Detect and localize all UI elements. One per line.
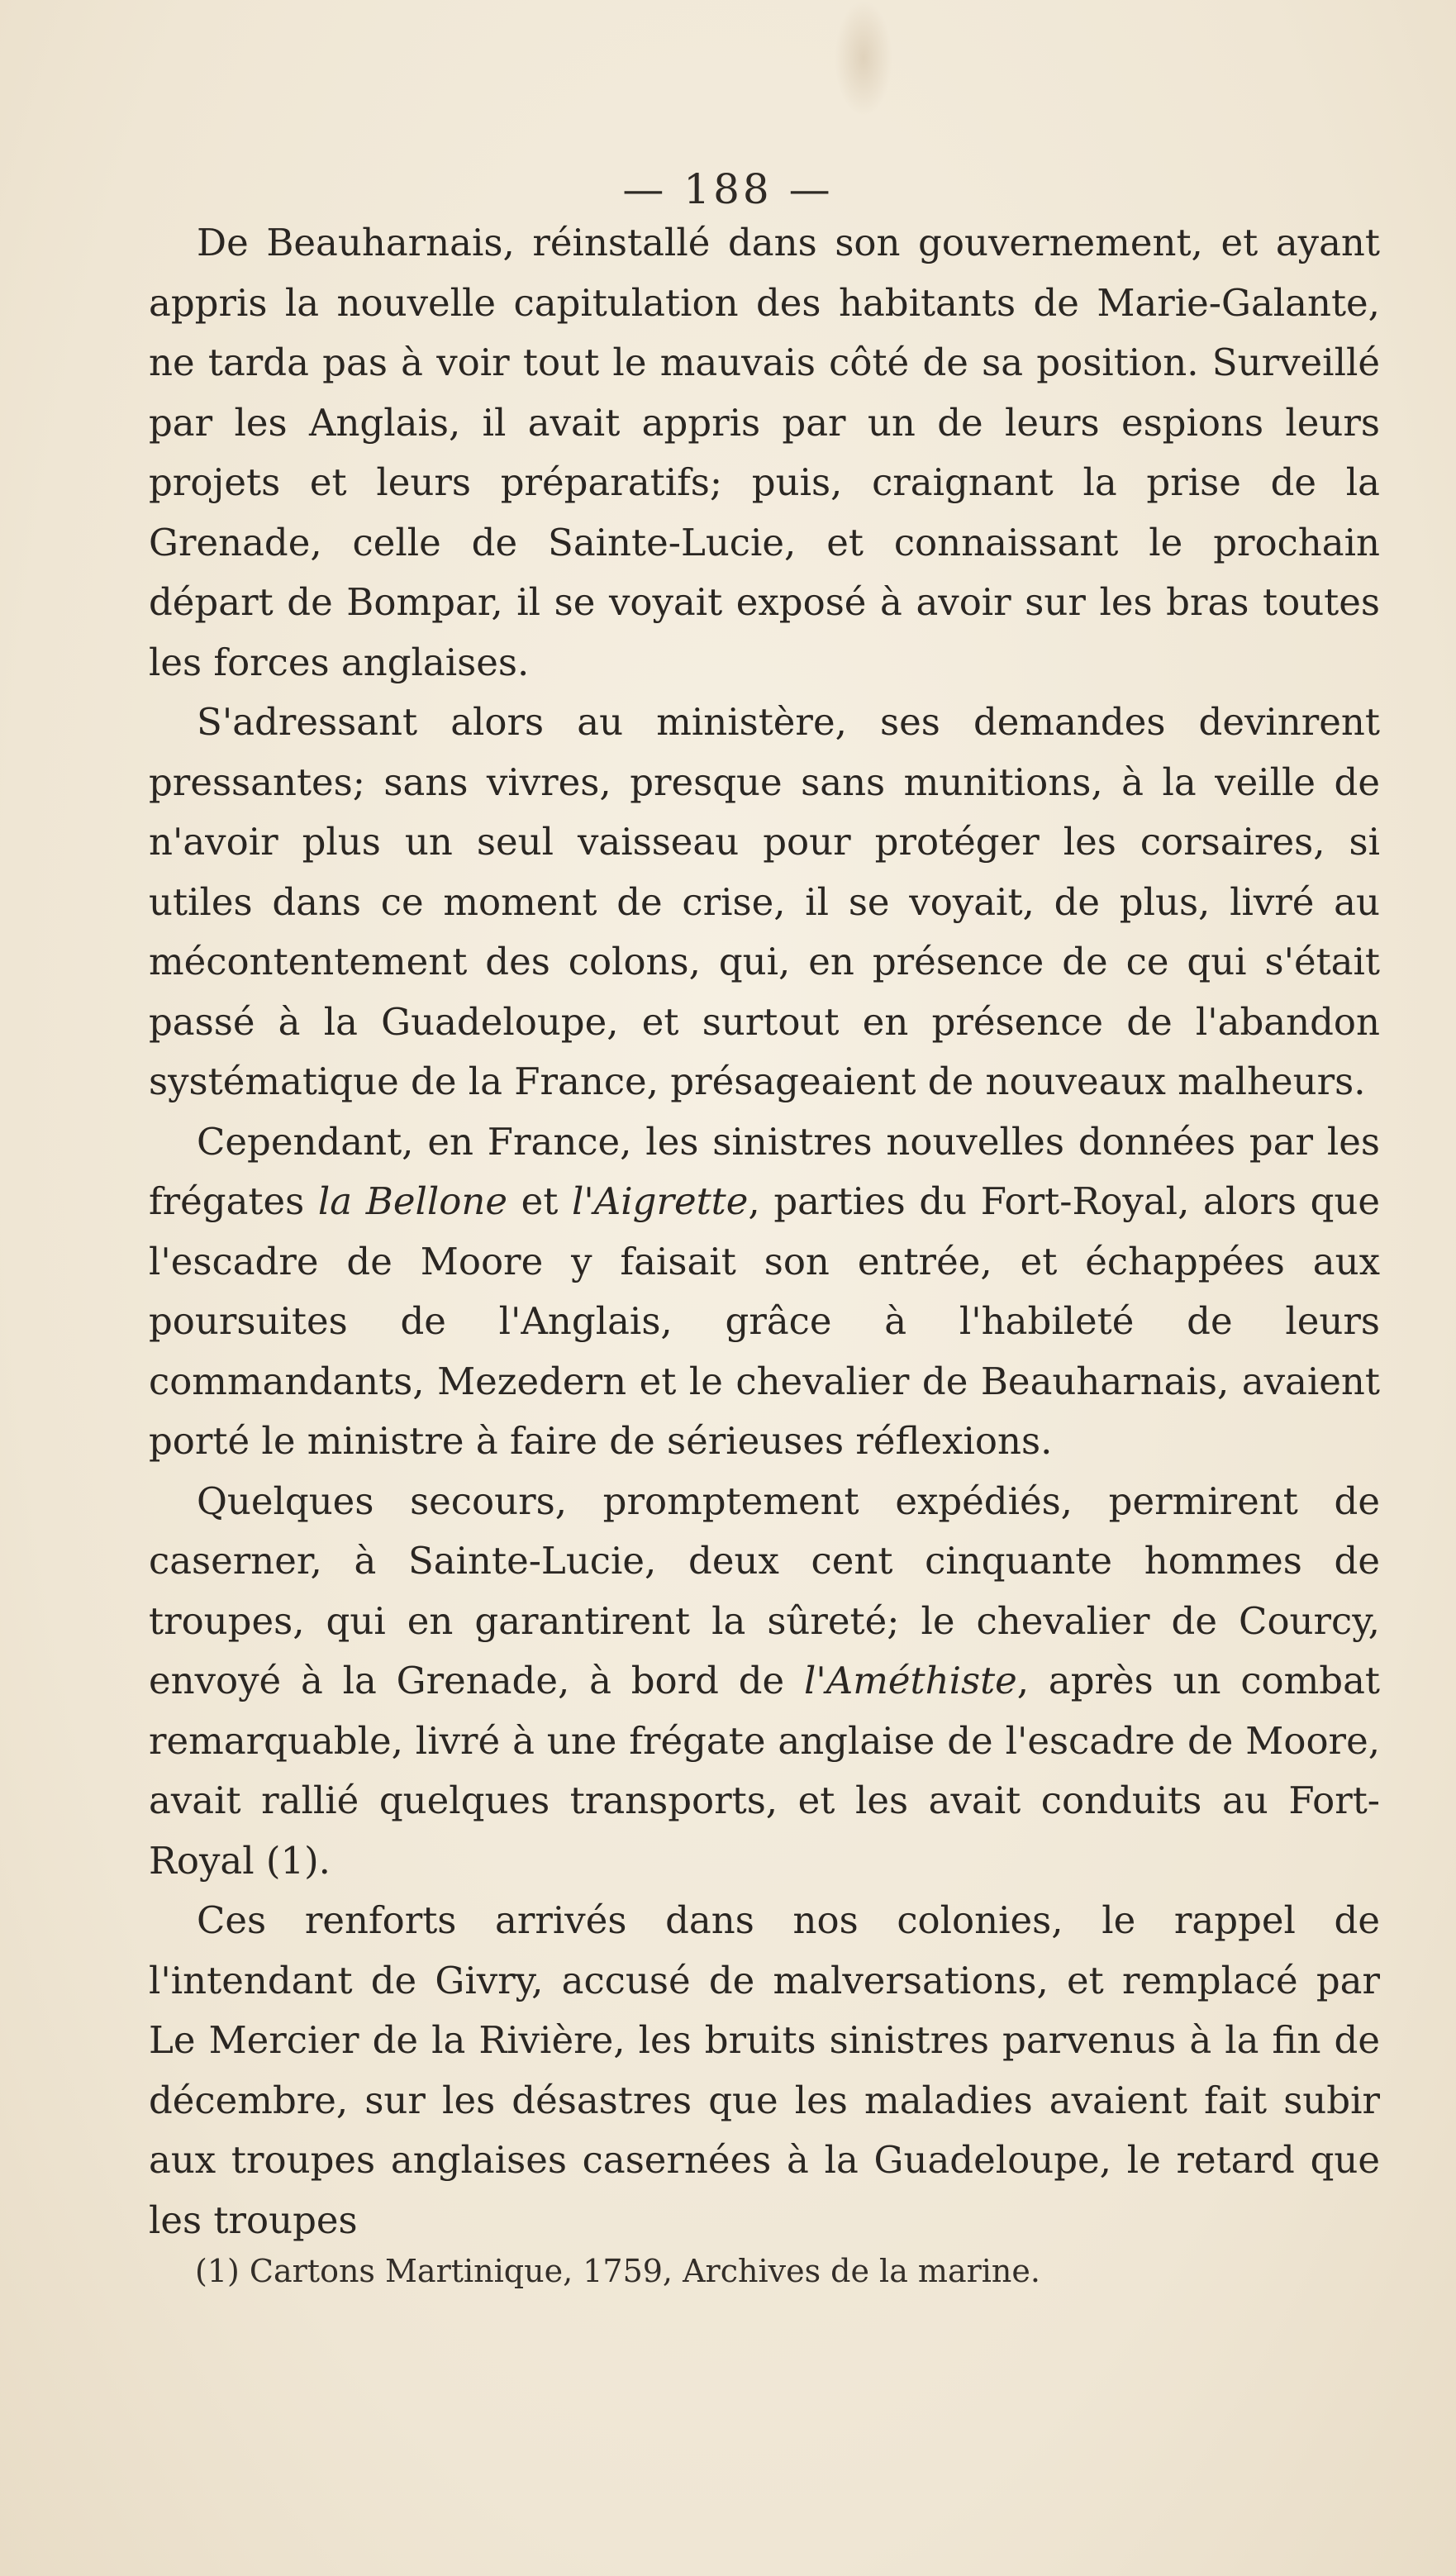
paragraph-2: S'adressant alors au ministère, ses demandes devinrent pressantes; sans vivres, presque sans munitions, à la veille de n'avoir plus un seul vaisseau pour protéger les corsaires, si utiles dans ce moment de crise, il se voyait, de plus, livré au mécontentement des colons, qui, en présence de ce qui s'était passé à la Guadeloupe, et surtout en présence de l'abandon systématique de la France, présageaient de nouveaux malheurs. bbox=[149, 700, 1380, 1103]
paper-stain bbox=[835, 0, 892, 116]
paragraph-4: Quelques secours, promptement expédiés, permirent de caserner, à Sainte-Lucie, deux cent cinquante hommes de troupes, qui en garantirent la sûreté; le chevalier de Courcy, envoyé à la Grenade, à bord de l'Améthiste, après un combat remarquable, livré à une frégate anglaise de l'escadre de Moore, avait rallié quelques transports, et les avait conduits au Fort-Royal (1). bbox=[149, 1478, 1380, 1883]
paragraph-1: De Beauharnais, réinstallé dans son gouvernement, et ayant appris la nouvelle capitulation des habitants de Marie-Galante, ne tarda pas à voir tout le mauvais côté de sa position. Surveillé par les Anglais, il avait appris par un de leurs espions leurs projets et leurs préparatifs; puis, craignant la prise de la Grenade, celle de Sainte-Lucie, et connaissant le prochain départ de Bompar, il se voyait exposé à avoir sur les bras toutes les forces anglaises. bbox=[149, 221, 1380, 684]
footnote: (1) Cartons Martinique, 1759, Archives de la marine. bbox=[195, 2253, 1040, 2289]
body-text bbox=[149, 213, 1380, 2250]
paragraph-5: Ces renforts arrivés dans nos colonies, le rappel de l'intendant de Givry, accusé de malversations, et remplacé par Le Mercier de la Rivière, les bruits sinistres parvenus à la fin de décembre, sur les désastres que les maladies avaient fait subir aux troupes anglaises casernées à la Guadeloupe, le retard que les troupes bbox=[149, 1898, 1380, 2242]
page-number: — 188 — bbox=[622, 165, 834, 213]
paragraph-3: Cependant, en France, les sinistres nouvelles données par les frégates la Bellone et l'Aigrette, parties du Fort-Royal, alors que l'escadre de Moore y faisait son entrée, et échappées aux poursuites de l'Anglais, grâce à l'habileté de leurs commandants, Mezedern et le chevalier de Beauharnais, avaient porté le ministre à faire de sérieuses réflexions. bbox=[149, 1119, 1381, 1463]
